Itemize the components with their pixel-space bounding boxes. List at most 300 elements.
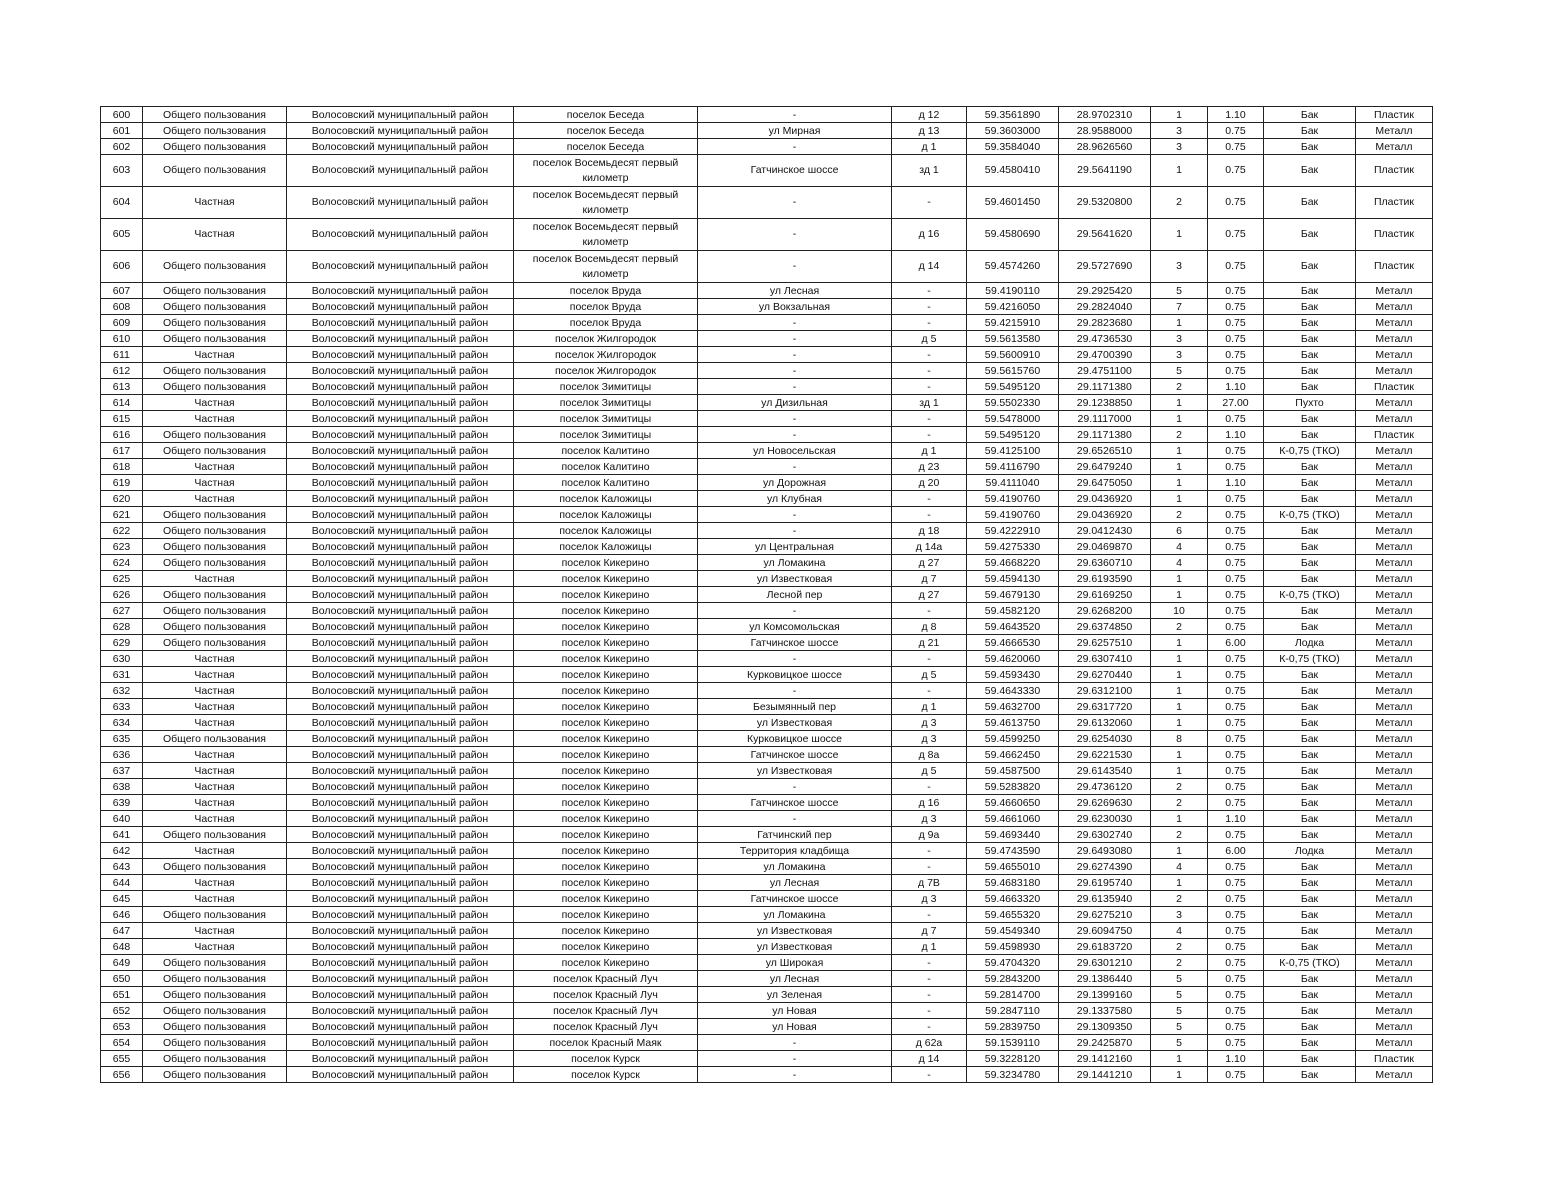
district-cell: Волосовский муниципальный район: [287, 459, 514, 475]
latitude-cell: 59.4668220: [967, 555, 1059, 571]
house-cell: -: [892, 491, 967, 507]
material-cell: Металл: [1356, 395, 1433, 411]
house-cell: д 14а: [892, 539, 967, 555]
latitude-cell: 59.2839750: [967, 1019, 1059, 1035]
latitude-cell: 59.4215910: [967, 315, 1059, 331]
container-count-cell: 1: [1151, 667, 1208, 683]
longitude-cell: 29.6221530: [1059, 747, 1151, 763]
latitude-cell: 59.4683180: [967, 875, 1059, 891]
house-cell: д 1: [892, 939, 967, 955]
latitude-cell: 59.4580410: [967, 155, 1059, 187]
longitude-cell: 29.6317720: [1059, 699, 1151, 715]
table-row: [101, 571, 1433, 587]
table-row: [101, 459, 1433, 475]
material-cell: Металл: [1356, 587, 1433, 603]
usage-type-cell: Общего пользования: [143, 1051, 287, 1067]
longitude-cell: 29.6195740: [1059, 875, 1151, 891]
settlement-cell: поселок Кикерино: [514, 859, 698, 875]
usage-type-cell: Частная: [143, 811, 287, 827]
longitude-cell: 29.6183720: [1059, 939, 1151, 955]
street-cell: ул Новосельская: [698, 443, 892, 459]
container-type-cell: Бак: [1264, 139, 1356, 155]
longitude-cell: 29.6257510: [1059, 635, 1151, 651]
container-count-cell: 8: [1151, 731, 1208, 747]
settlement-cell: поселок Кикерино: [514, 603, 698, 619]
house-cell: зд 1: [892, 155, 967, 187]
table-row: [101, 971, 1433, 987]
row-number-cell: 605: [101, 219, 143, 251]
settlement-cell: поселок Зимитицы: [514, 379, 698, 395]
longitude-cell: 29.6479240: [1059, 459, 1151, 475]
container-count-cell: 2: [1151, 507, 1208, 523]
usage-type-cell: Общего пользования: [143, 107, 287, 123]
row-number-cell: 638: [101, 779, 143, 795]
settlement-cell: поселок Калитино: [514, 475, 698, 491]
table-row: [101, 315, 1433, 331]
row-number-cell: 624: [101, 555, 143, 571]
district-cell: Волосовский муниципальный район: [287, 363, 514, 379]
usage-type-cell: Частная: [143, 347, 287, 363]
container-count-cell: 1: [1151, 587, 1208, 603]
street-cell: ул Дизильная: [698, 395, 892, 411]
row-number-cell: 655: [101, 1051, 143, 1067]
usage-type-cell: Частная: [143, 763, 287, 779]
latitude-cell: 59.5502330: [967, 395, 1059, 411]
container-type-cell: Бак: [1264, 747, 1356, 763]
longitude-cell: 29.1171380: [1059, 379, 1151, 395]
table-row: [101, 587, 1433, 603]
material-cell: Металл: [1356, 123, 1433, 139]
usage-type-cell: Частная: [143, 651, 287, 667]
row-number-cell: 644: [101, 875, 143, 891]
container-count-cell: 1: [1151, 651, 1208, 667]
usage-type-cell: Общего пользования: [143, 1067, 287, 1083]
house-cell: -: [892, 379, 967, 395]
container-count-cell: 5: [1151, 283, 1208, 299]
street-cell: -: [698, 315, 892, 331]
latitude-cell: 59.4662450: [967, 747, 1059, 763]
street-cell: ул Ломакина: [698, 859, 892, 875]
usage-type-cell: Общего пользования: [143, 619, 287, 635]
container-count-cell: 3: [1151, 347, 1208, 363]
district-cell: Волосовский муниципальный район: [287, 587, 514, 603]
usage-type-cell: Общего пользования: [143, 587, 287, 603]
house-cell: д 14: [892, 251, 967, 283]
house-cell: -: [892, 651, 967, 667]
container-type-cell: Лодка: [1264, 635, 1356, 651]
longitude-cell: 29.6360710: [1059, 555, 1151, 571]
row-number-cell: 603: [101, 155, 143, 187]
material-cell: Пластик: [1356, 107, 1433, 123]
volume-cell: 1.10: [1208, 107, 1264, 123]
row-number-cell: 634: [101, 715, 143, 731]
table-row: [101, 667, 1433, 683]
longitude-cell: 29.6274390: [1059, 859, 1151, 875]
container-type-cell: Бак: [1264, 923, 1356, 939]
street-cell: Гатчинское шоссе: [698, 747, 892, 763]
district-cell: Волосовский муниципальный район: [287, 411, 514, 427]
settlement-cell: поселок Жилгородок: [514, 363, 698, 379]
settlement-cell: поселок Вруда: [514, 283, 698, 299]
table-row: [101, 715, 1433, 731]
house-cell: д 21: [892, 635, 967, 651]
container-count-cell: 1: [1151, 699, 1208, 715]
street-cell: -: [698, 139, 892, 155]
street-cell: ул Новая: [698, 1019, 892, 1035]
volume-cell: 27.00: [1208, 395, 1264, 411]
settlement-cell: поселок Красный Луч: [514, 971, 698, 987]
table-row: [101, 379, 1433, 395]
volume-cell: 0.75: [1208, 763, 1264, 779]
container-count-cell: 10: [1151, 603, 1208, 619]
row-number-cell: 639: [101, 795, 143, 811]
latitude-cell: 59.4593430: [967, 667, 1059, 683]
container-count-cell: 2: [1151, 379, 1208, 395]
container-type-cell: Бак: [1264, 683, 1356, 699]
street-cell: -: [698, 459, 892, 475]
table-row: [101, 523, 1433, 539]
row-number-cell: 629: [101, 635, 143, 651]
usage-type-cell: Частная: [143, 667, 287, 683]
street-cell: ул Известковая: [698, 763, 892, 779]
latitude-cell: 59.4549340: [967, 923, 1059, 939]
latitude-cell: 59.4743590: [967, 843, 1059, 859]
district-cell: Волосовский муниципальный район: [287, 475, 514, 491]
district-cell: Волосовский муниципальный район: [287, 875, 514, 891]
row-number-cell: 651: [101, 987, 143, 1003]
street-cell: -: [698, 219, 892, 251]
settlement-cell: поселок Курск: [514, 1067, 698, 1083]
material-cell: Металл: [1356, 651, 1433, 667]
longitude-cell: 29.6475050: [1059, 475, 1151, 491]
latitude-cell: 59.4666530: [967, 635, 1059, 651]
row-number-cell: 647: [101, 923, 143, 939]
container-count-cell: 2: [1151, 891, 1208, 907]
material-cell: Металл: [1356, 283, 1433, 299]
settlement-cell: поселок Восемьдесят первый километр: [514, 187, 698, 219]
material-cell: Металл: [1356, 843, 1433, 859]
volume-cell: 0.75: [1208, 539, 1264, 555]
container-type-cell: Бак: [1264, 939, 1356, 955]
container-count-cell: 5: [1151, 971, 1208, 987]
volume-cell: 0.75: [1208, 619, 1264, 635]
longitude-cell: 29.0469870: [1059, 539, 1151, 555]
house-cell: д 14: [892, 1051, 967, 1067]
house-cell: д 7: [892, 923, 967, 939]
row-number-cell: 637: [101, 763, 143, 779]
usage-type-cell: Частная: [143, 187, 287, 219]
volume-cell: 0.75: [1208, 315, 1264, 331]
settlement-cell: поселок Беседа: [514, 139, 698, 155]
material-cell: Металл: [1356, 875, 1433, 891]
container-type-cell: Бак: [1264, 715, 1356, 731]
district-cell: Волосовский муниципальный район: [287, 811, 514, 827]
street-cell: Гатчинское шоссе: [698, 891, 892, 907]
material-cell: Металл: [1356, 1067, 1433, 1083]
settlement-cell: поселок Кикерино: [514, 667, 698, 683]
house-cell: д 27: [892, 555, 967, 571]
settlement-cell: поселок Беседа: [514, 123, 698, 139]
row-number-cell: 632: [101, 683, 143, 699]
row-number-cell: 643: [101, 859, 143, 875]
volume-cell: 0.75: [1208, 907, 1264, 923]
latitude-cell: 59.2843200: [967, 971, 1059, 987]
street-cell: Территория кладбища: [698, 843, 892, 859]
container-type-cell: Бак: [1264, 795, 1356, 811]
container-count-cell: 5: [1151, 1003, 1208, 1019]
container-count-cell: 1: [1151, 1051, 1208, 1067]
container-count-cell: 1: [1151, 875, 1208, 891]
latitude-cell: 59.4594130: [967, 571, 1059, 587]
house-cell: д 8а: [892, 747, 967, 763]
district-cell: Волосовский муниципальный район: [287, 891, 514, 907]
material-cell: Металл: [1356, 555, 1433, 571]
house-cell: -: [892, 843, 967, 859]
table-row: [101, 427, 1433, 443]
house-cell: д 20: [892, 475, 967, 491]
house-cell: д 18: [892, 523, 967, 539]
settlement-cell: поселок Кикерино: [514, 683, 698, 699]
volume-cell: 0.75: [1208, 683, 1264, 699]
usage-type-cell: Частная: [143, 875, 287, 891]
table-row: [101, 1035, 1433, 1051]
latitude-cell: 59.4574260: [967, 251, 1059, 283]
table-row: [101, 1003, 1433, 1019]
district-cell: Волосовский муниципальный район: [287, 379, 514, 395]
container-type-cell: Бак: [1264, 331, 1356, 347]
settlement-cell: поселок Красный Луч: [514, 1003, 698, 1019]
district-cell: Волосовский муниципальный район: [287, 955, 514, 971]
longitude-cell: 29.6135940: [1059, 891, 1151, 907]
table-row: [101, 283, 1433, 299]
volume-cell: 0.75: [1208, 347, 1264, 363]
street-cell: -: [698, 779, 892, 795]
table-row: [101, 795, 1433, 811]
material-cell: Металл: [1356, 795, 1433, 811]
house-cell: д 9а: [892, 827, 967, 843]
district-cell: Волосовский муниципальный район: [287, 907, 514, 923]
table-row: [101, 555, 1433, 571]
usage-type-cell: Общего пользования: [143, 427, 287, 443]
district-cell: Волосовский муниципальный район: [287, 1051, 514, 1067]
row-number-cell: 614: [101, 395, 143, 411]
container-count-cell: 1: [1151, 715, 1208, 731]
container-count-cell: 3: [1151, 907, 1208, 923]
usage-type-cell: Частная: [143, 891, 287, 907]
latitude-cell: 59.4222910: [967, 523, 1059, 539]
usage-type-cell: Частная: [143, 411, 287, 427]
district-cell: Волосовский муниципальный район: [287, 731, 514, 747]
container-type-cell: Бак: [1264, 251, 1356, 283]
usage-type-cell: Частная: [143, 395, 287, 411]
container-type-cell: Бак: [1264, 891, 1356, 907]
container-type-cell: К-0,75 (ТКО): [1264, 507, 1356, 523]
volume-cell: 1.10: [1208, 475, 1264, 491]
usage-type-cell: Общего пользования: [143, 971, 287, 987]
settlement-cell: поселок Вруда: [514, 315, 698, 331]
house-cell: -: [892, 347, 967, 363]
street-cell: -: [698, 347, 892, 363]
longitude-cell: 29.1309350: [1059, 1019, 1151, 1035]
material-cell: Металл: [1356, 315, 1433, 331]
material-cell: Металл: [1356, 1003, 1433, 1019]
latitude-cell: 59.4125100: [967, 443, 1059, 459]
container-count-cell: 5: [1151, 987, 1208, 1003]
usage-type-cell: Частная: [143, 683, 287, 699]
district-cell: Волосовский муниципальный район: [287, 427, 514, 443]
container-type-cell: Бак: [1264, 603, 1356, 619]
table-row: [101, 107, 1433, 123]
latitude-cell: 59.5283820: [967, 779, 1059, 795]
house-cell: -: [892, 1067, 967, 1083]
container-type-cell: Бак: [1264, 827, 1356, 843]
container-count-cell: 1: [1151, 763, 1208, 779]
table-row: [101, 539, 1433, 555]
settlement-cell: поселок Красный Луч: [514, 1019, 698, 1035]
table-row: [101, 363, 1433, 379]
settlement-cell: поселок Кикерино: [514, 763, 698, 779]
street-cell: Гатчинский пер: [698, 827, 892, 843]
container-type-cell: Бак: [1264, 475, 1356, 491]
latitude-cell: 59.3228120: [967, 1051, 1059, 1067]
material-cell: Металл: [1356, 523, 1433, 539]
row-number-cell: 608: [101, 299, 143, 315]
settlement-cell: поселок Каложицы: [514, 491, 698, 507]
material-cell: Металл: [1356, 1035, 1433, 1051]
latitude-cell: 59.5615760: [967, 363, 1059, 379]
row-number-cell: 607: [101, 283, 143, 299]
material-cell: Металл: [1356, 139, 1433, 155]
longitude-cell: 29.5641190: [1059, 155, 1151, 187]
row-number-cell: 645: [101, 891, 143, 907]
volume-cell: 0.75: [1208, 411, 1264, 427]
latitude-cell: 59.5495120: [967, 379, 1059, 395]
longitude-cell: 29.1171380: [1059, 427, 1151, 443]
container-count-cell: 1: [1151, 443, 1208, 459]
container-count-cell: 5: [1151, 363, 1208, 379]
table-row: [101, 875, 1433, 891]
volume-cell: 0.75: [1208, 827, 1264, 843]
container-type-cell: Бак: [1264, 907, 1356, 923]
row-number-cell: 602: [101, 139, 143, 155]
longitude-cell: 29.1117000: [1059, 411, 1151, 427]
table-row: [101, 187, 1433, 219]
longitude-cell: 29.6268200: [1059, 603, 1151, 619]
house-cell: д 62а: [892, 1035, 967, 1051]
row-number-cell: 622: [101, 523, 143, 539]
district-cell: Волосовский муниципальный район: [287, 1035, 514, 1051]
street-cell: ул Ломакина: [698, 907, 892, 923]
table-row: [101, 299, 1433, 315]
usage-type-cell: Общего пользования: [143, 507, 287, 523]
material-cell: Металл: [1356, 763, 1433, 779]
longitude-cell: 29.6526510: [1059, 443, 1151, 459]
longitude-cell: 29.6312100: [1059, 683, 1151, 699]
container-count-cell: 1: [1151, 395, 1208, 411]
house-cell: д 23: [892, 459, 967, 475]
container-type-cell: Бак: [1264, 107, 1356, 123]
row-number-cell: 625: [101, 571, 143, 587]
district-cell: Волосовский муниципальный район: [287, 939, 514, 955]
settlement-cell: поселок Беседа: [514, 107, 698, 123]
row-number-cell: 642: [101, 843, 143, 859]
house-cell: -: [892, 507, 967, 523]
table-row: [101, 123, 1433, 139]
latitude-cell: 59.5478000: [967, 411, 1059, 427]
settlement-cell: поселок Кикерино: [514, 891, 698, 907]
longitude-cell: 29.6270440: [1059, 667, 1151, 683]
longitude-cell: 29.1441210: [1059, 1067, 1151, 1083]
container-type-cell: Бак: [1264, 971, 1356, 987]
material-cell: Металл: [1356, 363, 1433, 379]
container-count-cell: 4: [1151, 555, 1208, 571]
district-cell: Волосовский муниципальный район: [287, 843, 514, 859]
latitude-cell: 59.4655320: [967, 907, 1059, 923]
house-cell: д 3: [892, 891, 967, 907]
volume-cell: 0.75: [1208, 571, 1264, 587]
container-type-cell: Бак: [1264, 763, 1356, 779]
table-row: [101, 731, 1433, 747]
house-cell: д 27: [892, 587, 967, 603]
container-type-cell: К-0,75 (ТКО): [1264, 651, 1356, 667]
settlement-cell: поселок Восемьдесят первый километр: [514, 219, 698, 251]
longitude-cell: 29.6269630: [1059, 795, 1151, 811]
material-cell: Пластик: [1356, 1051, 1433, 1067]
house-cell: д 12: [892, 107, 967, 123]
table-row: [101, 747, 1433, 763]
district-cell: Волосовский муниципальный район: [287, 507, 514, 523]
latitude-cell: 59.4632700: [967, 699, 1059, 715]
container-count-cell: 5: [1151, 1019, 1208, 1035]
table-row: [101, 843, 1433, 859]
container-count-cell: 2: [1151, 779, 1208, 795]
settlement-cell: поселок Кикерино: [514, 955, 698, 971]
table-row: [101, 491, 1433, 507]
house-cell: д 16: [892, 219, 967, 251]
district-cell: Волосовский муниципальный район: [287, 683, 514, 699]
house-cell: -: [892, 427, 967, 443]
latitude-cell: 59.4601450: [967, 187, 1059, 219]
longitude-cell: 29.6230030: [1059, 811, 1151, 827]
street-cell: Гатчинское шоссе: [698, 795, 892, 811]
material-cell: Металл: [1356, 683, 1433, 699]
usage-type-cell: Частная: [143, 715, 287, 731]
house-cell: -: [892, 187, 967, 219]
usage-type-cell: Общего пользования: [143, 379, 287, 395]
longitude-cell: 28.9588000: [1059, 123, 1151, 139]
longitude-cell: 29.6254030: [1059, 731, 1151, 747]
usage-type-cell: Общего пользования: [143, 443, 287, 459]
settlement-cell: поселок Красный Луч: [514, 987, 698, 1003]
material-cell: Металл: [1356, 491, 1433, 507]
latitude-cell: 59.4599250: [967, 731, 1059, 747]
street-cell: Гатчинское шоссе: [698, 635, 892, 651]
material-cell: Металл: [1356, 939, 1433, 955]
container-type-cell: Бак: [1264, 491, 1356, 507]
settlement-cell: поселок Каложицы: [514, 539, 698, 555]
volume-cell: 0.75: [1208, 971, 1264, 987]
material-cell: Металл: [1356, 731, 1433, 747]
house-cell: д 5: [892, 763, 967, 779]
table-row: [101, 779, 1433, 795]
table-row: [101, 907, 1433, 923]
latitude-cell: 59.4190760: [967, 491, 1059, 507]
usage-type-cell: Частная: [143, 747, 287, 763]
container-count-cell: 3: [1151, 251, 1208, 283]
container-count-cell: 4: [1151, 859, 1208, 875]
container-count-cell: 3: [1151, 331, 1208, 347]
settlement-cell: поселок Зимитицы: [514, 411, 698, 427]
